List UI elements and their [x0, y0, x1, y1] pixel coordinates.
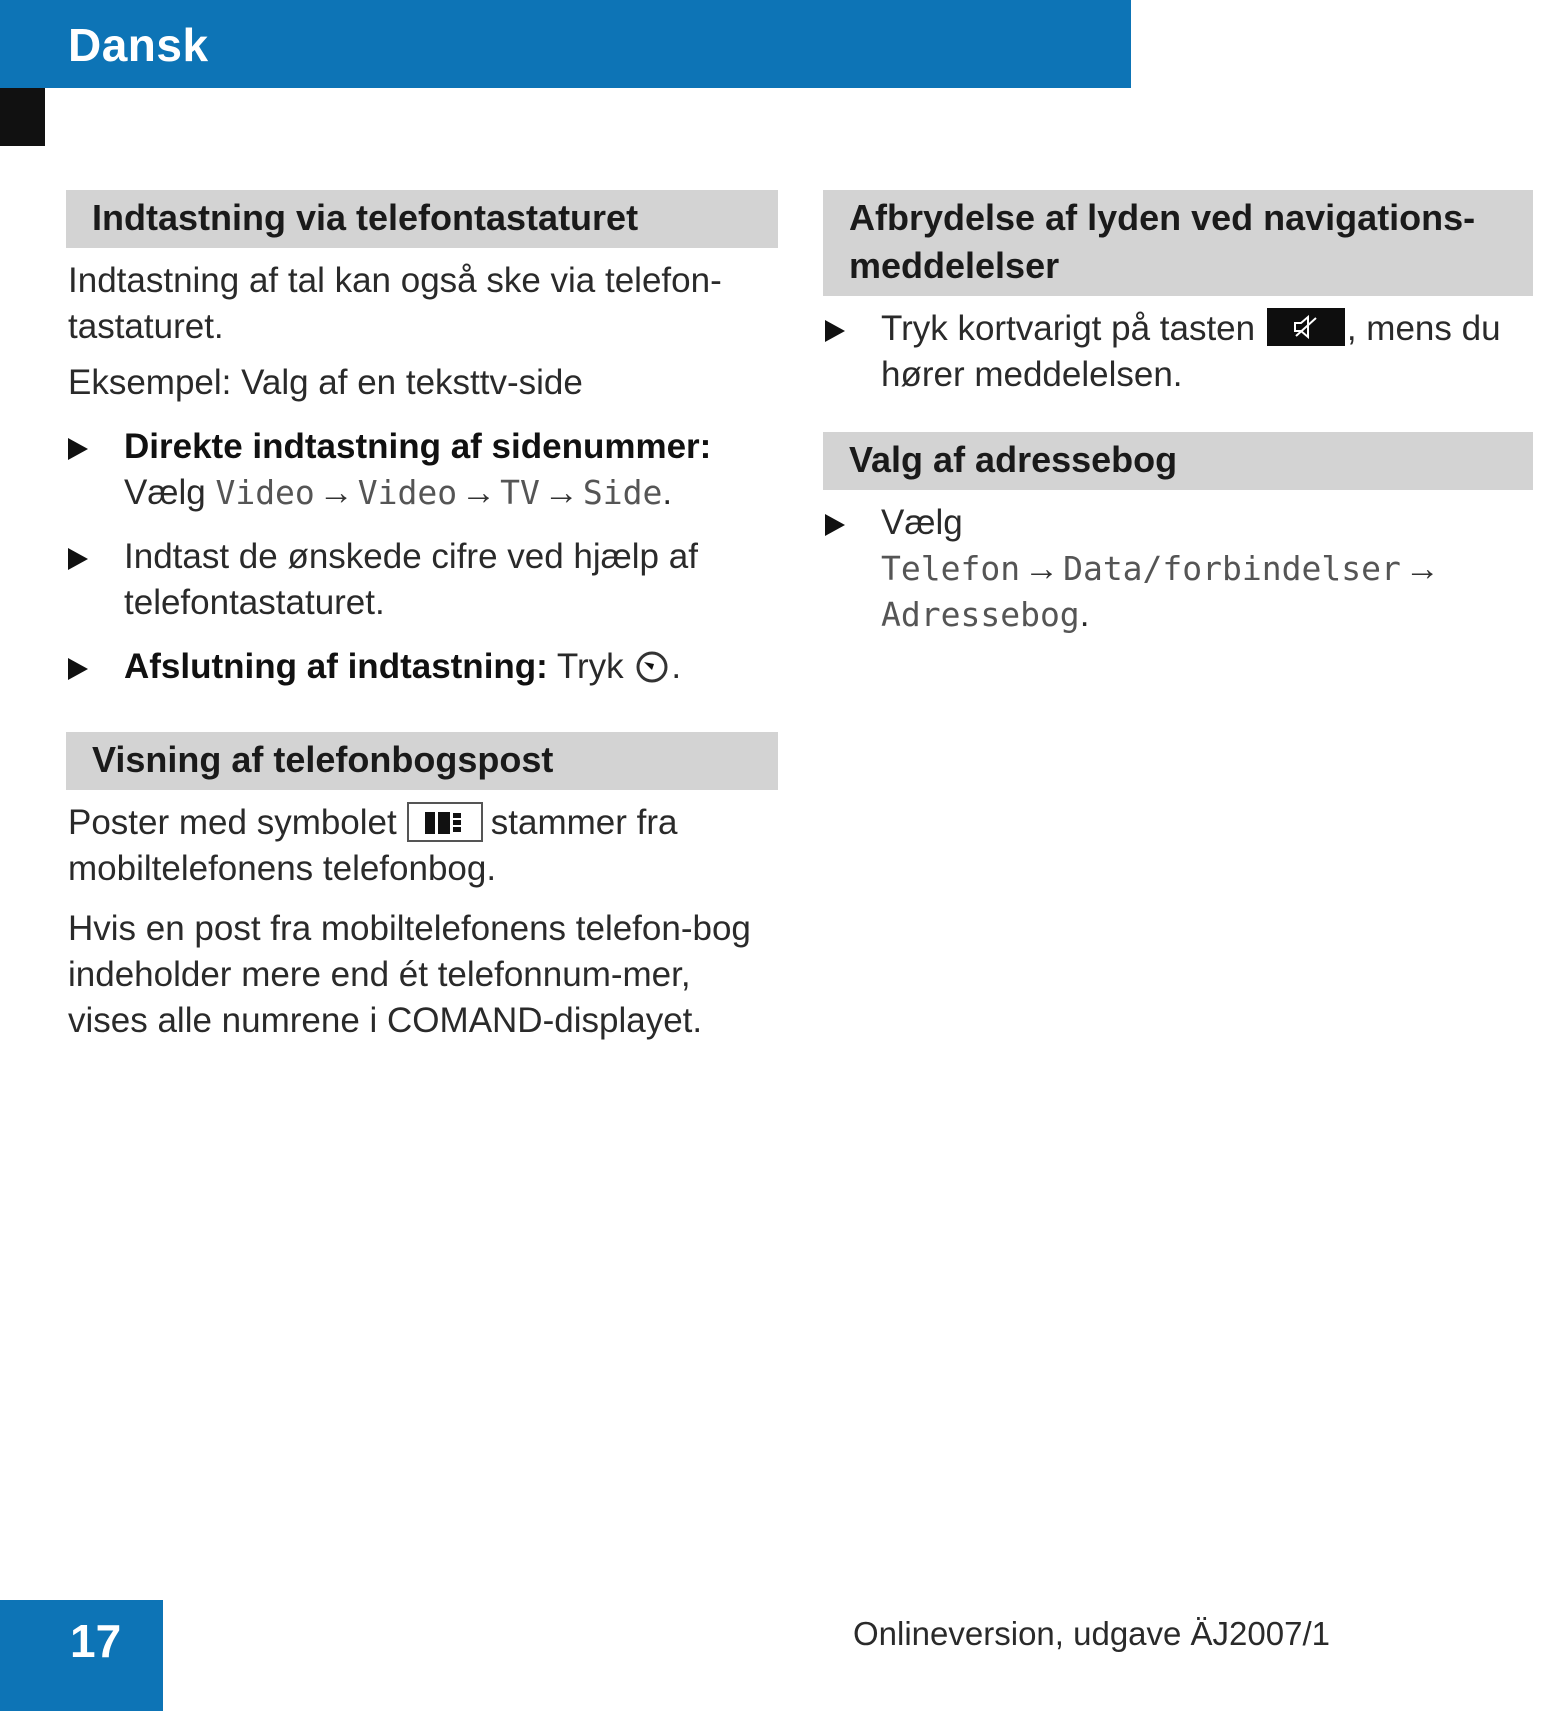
bullet-arrow-icon — [68, 658, 88, 680]
mute-key-icon — [1267, 308, 1345, 346]
paragraph-keypad-intro: Indtastning af tal kan også ske via telefon-tastaturet. — [68, 261, 722, 346]
bullet-mute — [823, 306, 1533, 398]
menu-path-tv: TV — [500, 473, 540, 512]
arrow-icon: → — [1404, 549, 1440, 588]
section-heading-address-book: Valg af adressebog — [823, 432, 1533, 490]
bullet-arrow-icon — [825, 320, 845, 342]
bullet-text: Tryk kortvarigt på tasten — [881, 309, 1256, 348]
paragraph-multiple-numbers: Hvis en post fra mobiltelefonens telefon-bog indeholder mere end ét telefonnum-mer, vises alle numrene i COMAND-displayet. — [68, 909, 751, 1040]
menu-path-telefon: Telefon — [881, 549, 1021, 588]
arrow-icon: → — [318, 473, 354, 512]
left-column — [66, 190, 778, 1044]
bullet-text: , mens du hører meddelelsen. — [881, 309, 1501, 394]
bullet-finish-entry — [66, 644, 778, 696]
paragraph-example: Eksempel: Valg af en teksttv-side — [68, 363, 583, 402]
period: . — [671, 647, 682, 686]
paragraph-symbol — [68, 800, 778, 892]
menu-path-side: Side — [582, 473, 663, 512]
bullet-bold-label: Afslutning af indtastning: — [124, 647, 548, 686]
paragraph-text: Poster med symbolet — [68, 803, 397, 842]
bullet-arrow-icon — [68, 438, 88, 460]
page-number: 17 — [70, 1615, 122, 1667]
period: . — [662, 473, 673, 512]
menu-path-data: Data/forbindelser — [1063, 549, 1401, 588]
section-heading-keypad-entry: Indtastning via telefontastaturet — [66, 190, 778, 248]
bullet-select-address-book — [823, 500, 1533, 638]
language-title: Dansk — [68, 19, 209, 71]
arrow-icon: → — [543, 473, 579, 512]
mobile-phonebook-icon — [407, 802, 483, 842]
section-heading-mute-navigation: Afbrydelse af lyden ved navigations-meddelelser — [823, 190, 1533, 296]
bullet-direct-entry — [66, 424, 778, 516]
bullet-bold-label: Direkte indtastning af sidenummer: — [124, 427, 712, 466]
right-column — [823, 190, 1533, 638]
bullet-text: Vælg — [881, 503, 963, 542]
language-header-bar — [0, 0, 1131, 88]
section-marker-tab — [0, 88, 45, 146]
back-button-icon — [635, 650, 669, 696]
menu-path-adressebog: Adressebog — [881, 595, 1080, 634]
edition-footer: Onlineversion, udgave ÄJ2007/1 — [853, 1615, 1330, 1652]
paragraph-text: stammer fra mobiltelefonens telefonbog. — [68, 803, 678, 888]
bullet-arrow-icon — [68, 548, 88, 570]
bullet-enter-digits — [66, 534, 778, 626]
arrow-icon: → — [461, 473, 497, 512]
bullet-text: Vælg — [124, 473, 206, 512]
section-heading-phonebook-entry: Visning af telefonbogspost — [66, 732, 778, 790]
bullet-text: Indtast de ønskede cifre ved hjælp af telefontastaturet. — [124, 537, 698, 622]
page-number-box — [0, 1600, 163, 1711]
bullet-arrow-icon — [825, 514, 845, 536]
bullet-text: Tryk — [556, 647, 624, 686]
menu-path-video: Video — [215, 473, 315, 512]
period: . — [1079, 595, 1090, 634]
menu-path-video-2: Video — [357, 473, 458, 512]
arrow-icon: → — [1024, 549, 1060, 588]
